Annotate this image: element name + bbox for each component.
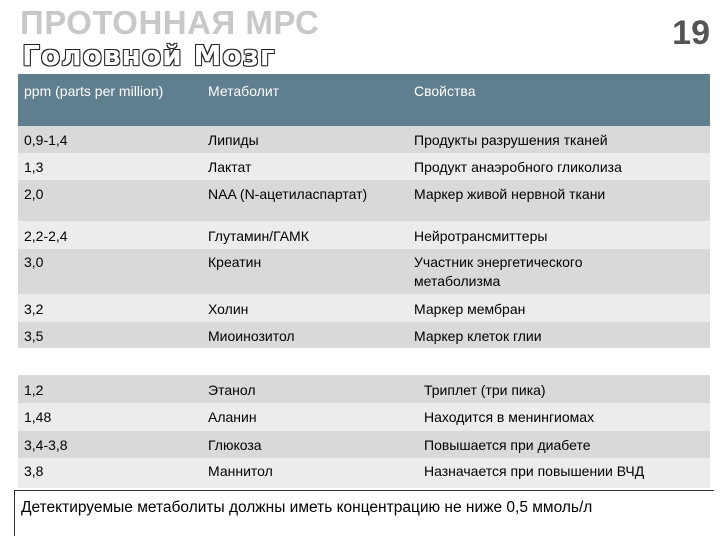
- table-row: [18, 249, 710, 294]
- cell-property: Участник энергетического метаболизма: [414, 254, 583, 289]
- table-row: [18, 153, 710, 180]
- cell-property: Находится в менингиомах: [424, 409, 595, 425]
- cell-property: Продукты разрушения тканей: [414, 132, 608, 148]
- cell-metabolite: Этанол: [208, 382, 256, 398]
- cell-metabolite: Глутамин/ГАМК: [208, 228, 309, 244]
- table-row: [18, 431, 710, 458]
- table-header: [18, 74, 710, 126]
- cell-metabolite: Лактат: [208, 159, 252, 175]
- cell-property: Назначается при повышении ВЧД: [424, 463, 645, 479]
- table-row: [18, 294, 710, 322]
- footnote: Детектируемые метаболиты должны иметь концентрацию не ниже 0,5 ммоль/л: [14, 490, 714, 536]
- table-row: [18, 221, 710, 249]
- cell-property: Триплет (три пика): [424, 382, 546, 398]
- cell-ppm: 2,0: [24, 186, 44, 202]
- cell-ppm: 3,4-3,8: [24, 437, 68, 453]
- table-row: [18, 322, 710, 348]
- header-metabolite: Метаболит: [208, 83, 280, 99]
- cell-ppm: 3,0: [24, 254, 44, 270]
- cell-property: Маркер мембран: [414, 301, 526, 317]
- cell-metabolite: NAA (N-ацетиласпартат): [208, 186, 368, 202]
- cell-metabolite: Липиды: [208, 132, 259, 148]
- cell-property: Продукт анаэробного гликолиза: [414, 159, 622, 175]
- cell-property: Маркер клеток глии: [414, 328, 542, 344]
- cell-ppm: 3,2: [24, 301, 44, 317]
- table-divider: [18, 348, 710, 368]
- table-row: [18, 403, 710, 431]
- table-row: [18, 126, 710, 153]
- cell-ppm: 1,2: [24, 382, 44, 398]
- header-ppm: ppm (parts per million): [24, 83, 164, 99]
- table-row: [18, 180, 710, 221]
- cell-metabolite: Миоинозитол: [208, 328, 295, 344]
- cell-ppm: 0,9-1,4: [24, 132, 68, 148]
- cell-metabolite: Глюкоза: [208, 437, 262, 453]
- cell-metabolite: Холин: [208, 301, 249, 317]
- cell-metabolite: Аланин: [208, 409, 257, 425]
- table-row: [18, 458, 710, 488]
- cell-ppm: 3,8: [24, 463, 44, 479]
- slide-subtitle: Головной Мозг: [22, 39, 276, 72]
- cell-metabolite: Маннитол: [208, 463, 273, 479]
- table-row: [18, 375, 710, 403]
- cell-property: Маркер живой нервной ткани: [414, 186, 606, 202]
- cell-ppm: 1,48: [24, 409, 52, 425]
- cell-property: Нейротрансмиттеры: [414, 228, 548, 244]
- cell-metabolite: Креатин: [208, 254, 262, 270]
- slide-title: ПРОТОННАЯ МРС: [20, 4, 320, 41]
- cell-ppm: 3,5: [24, 328, 44, 344]
- cell-ppm: 2,2-2,4: [24, 228, 68, 244]
- slide-number: 19: [672, 14, 710, 52]
- header-properties: Свойства: [414, 83, 476, 99]
- cell-ppm: 1,3: [24, 159, 44, 175]
- cell-property: Повышается при диабете: [424, 437, 591, 453]
